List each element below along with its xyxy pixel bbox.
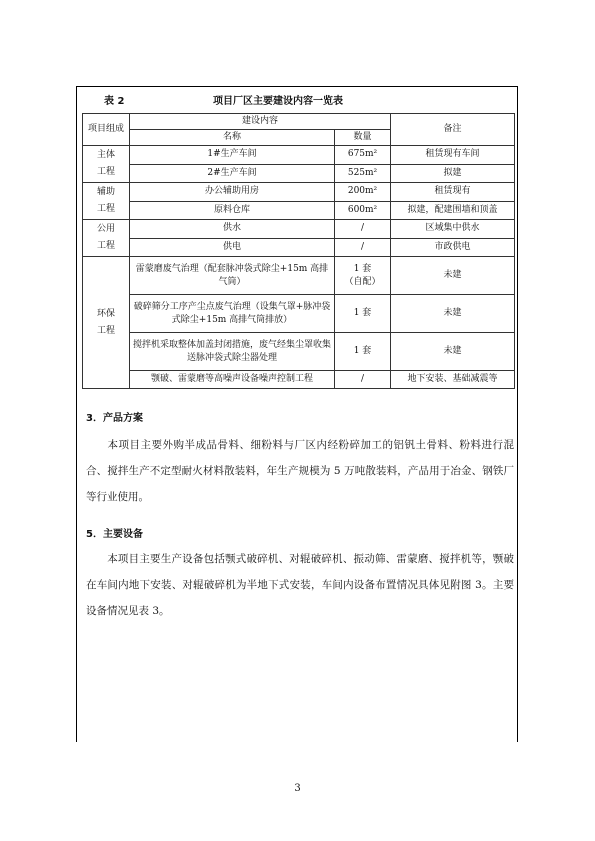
- table-row: [83, 371, 515, 389]
- qty-cell: 600m²: [335, 201, 391, 220]
- name-cell: 原料仓库: [130, 201, 335, 220]
- note-cell: 拟建: [391, 164, 515, 183]
- table-row: [83, 238, 515, 257]
- section-5-text: 本项目主要生产设备包括颚式破碎机、对辊破碎机、振动筛、雷蒙磨、搅拌机等，颚破在车间内地下安装、对辊破碎机为半地下式安装，车间内设备布置情况具体见附图 3。主要设备情况见表 3。: [86, 553, 514, 617]
- note-cell: 未建: [391, 295, 515, 333]
- note-cell: 租赁现有车间: [391, 146, 515, 165]
- name-cell: 雷蒙磨废气治理（配套脉冲袋式除尘+15m 高排气筒）: [130, 257, 335, 295]
- group-label-cell: 辅助 工程: [83, 183, 130, 220]
- qty-cell: 1 套: [335, 295, 391, 333]
- name-cell: 1#生产车间: [130, 146, 335, 165]
- name-cell: 2#生产车间: [130, 164, 335, 183]
- name-cell: 颚破、雷蒙磨等高噪声设备噪声控制工程: [130, 371, 335, 389]
- section-3-paragraph: [86, 432, 514, 510]
- table-row: [83, 257, 515, 295]
- section-3-heading: 3．产品方案: [86, 413, 143, 424]
- note-cell: 拟建，配建围墙和顶盖: [391, 201, 515, 220]
- table-number: 表 2: [104, 96, 125, 107]
- qty-cell: 525m²: [335, 164, 391, 183]
- group-label-cell: 公用 工程: [83, 220, 130, 257]
- table-title: 项目厂区主要建设内容一览表: [213, 96, 343, 107]
- construction-content-table: [82, 113, 515, 389]
- name-cell: 办公辅助用房: [130, 183, 335, 202]
- qty-cell: /: [335, 220, 391, 239]
- name-cell: 搅拌机采取整体加盖封闭措施，废气经集尘罩收集送脉冲袋式除尘器处理: [130, 333, 335, 371]
- table-caption: [104, 92, 404, 108]
- qty-cell: 1 套 （自配）: [335, 257, 391, 295]
- qty-cell: 675m²: [335, 146, 391, 165]
- note-cell: 未建: [391, 333, 515, 371]
- section-5-paragraph: [86, 546, 514, 624]
- table-row: [83, 183, 515, 202]
- header-qty: 数量: [335, 130, 391, 146]
- header-group: 项目组成: [83, 114, 130, 146]
- qty-cell: /: [335, 371, 391, 389]
- qty-cell: /: [335, 238, 391, 257]
- page-number: 3: [294, 783, 301, 794]
- note-cell: 未建: [391, 257, 515, 295]
- header-name: 名称: [130, 130, 335, 146]
- table-row: [83, 295, 515, 333]
- note-cell: 租赁现有: [391, 183, 515, 202]
- qty-cell: 200m²: [335, 183, 391, 202]
- note-cell: 地下安装、基础减震等: [391, 371, 515, 389]
- name-cell: 供电: [130, 238, 335, 257]
- section-5-heading: 5．主要设备: [86, 529, 143, 540]
- table-row: [83, 220, 515, 239]
- qty-cell: 1 套: [335, 333, 391, 371]
- header-note: 备注: [391, 114, 515, 146]
- name-cell: 破碎筛分工序产尘点废气治理（设集气罩+脉冲袋式除尘+15m 高排气筒排放）: [130, 295, 335, 333]
- group-label-cell: 主体 工程: [83, 146, 130, 183]
- note-cell: 区域集中供水: [391, 220, 515, 239]
- name-cell: 供水: [130, 220, 335, 239]
- section-3-text: 本项目主要外购半成品骨料、细粉料与厂区内经粉碎加工的铝钒土骨料、粉料进行混合、搅拌生产不定型耐火材料散装料，年生产规模为 5 万吨散装料，产品用于冶金、钢铁厂等行业使用。: [86, 439, 514, 503]
- header-content: 建设内容: [130, 114, 391, 130]
- table-row: [83, 146, 515, 165]
- table-header-row: [83, 114, 515, 130]
- group-label-cell: 环保 工程: [83, 257, 130, 389]
- table-row: [83, 201, 515, 220]
- table-row: [83, 164, 515, 183]
- note-cell: 市政供电: [391, 238, 515, 257]
- table-row: [83, 333, 515, 371]
